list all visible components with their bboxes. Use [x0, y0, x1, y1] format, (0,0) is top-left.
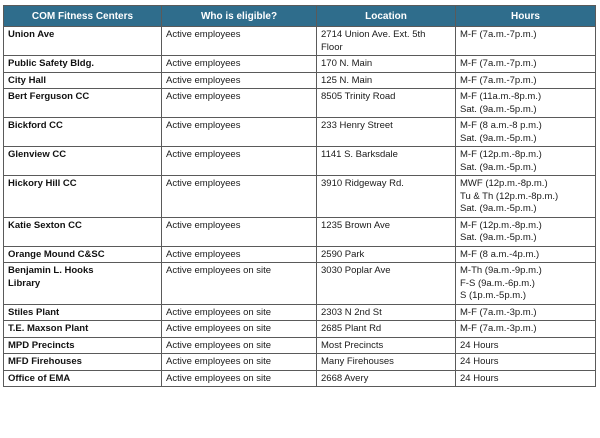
location-cell: 2668 Avery	[317, 370, 456, 387]
eligibility-cell: Active employees	[162, 176, 317, 218]
center-name-cell: Public Safety Bldg.	[4, 56, 162, 73]
center-name-cell: Katie Sexton CC	[4, 217, 162, 246]
header-location: Location	[317, 6, 456, 27]
center-name-cell: City Hall	[4, 72, 162, 89]
table-row	[4, 337, 596, 354]
fitness-centers-table-container	[3, 5, 595, 387]
table-row	[4, 321, 596, 338]
table-row	[4, 304, 596, 321]
eligibility-cell: Active employees	[162, 72, 317, 89]
table-row	[4, 56, 596, 73]
hours-cell: M-F (11a.m.-8p.m.) Sat. (9a.m.-5p.m.)	[456, 89, 596, 118]
table-body	[4, 27, 596, 387]
table-row	[4, 217, 596, 246]
hours-cell: 24 Hours	[456, 354, 596, 371]
hours-cell: M-F (7a.m.-7p.m.)	[456, 27, 596, 56]
eligibility-cell: Active employees	[162, 89, 317, 118]
header-who-is-eligible: Who is eligible?	[162, 6, 317, 27]
location-cell: 3910 Ridgeway Rd.	[317, 176, 456, 218]
eligibility-cell: Active employees	[162, 147, 317, 176]
center-name-cell: Benjamin L. Hooks Library	[4, 263, 162, 305]
center-name-cell: Union Ave	[4, 27, 162, 56]
hours-cell: M-F (8 a.m.-4p.m.)	[456, 246, 596, 263]
table-row	[4, 176, 596, 218]
hours-cell: M-F (8 a.m.-8 p.m.) Sat. (9a.m.-5p.m.)	[456, 118, 596, 147]
table-row	[4, 370, 596, 387]
center-name-cell: Hickory Hill CC	[4, 176, 162, 218]
hours-cell: MWF (12p.m.-8p.m.) Tu & Th (12p.m.-8p.m.) Sat. (9a.m.-5p.m.)	[456, 176, 596, 218]
eligibility-cell: Active employees on site	[162, 321, 317, 338]
eligibility-cell: Active employees on site	[162, 263, 317, 305]
location-cell: 233 Henry Street	[317, 118, 456, 147]
header-hours: Hours	[456, 6, 596, 27]
hours-cell: M-F (7a.m.-7p.m.)	[456, 72, 596, 89]
hours-cell: M-F (12p.m.-8p.m.) Sat. (9a.m.-5p.m.)	[456, 147, 596, 176]
hours-cell: M-F (12p.m.-8p.m.) Sat. (9a.m.-5p.m.)	[456, 217, 596, 246]
location-cell: 1235 Brown Ave	[317, 217, 456, 246]
table-row	[4, 354, 596, 371]
center-name-cell: Stiles Plant	[4, 304, 162, 321]
table-row	[4, 263, 596, 305]
hours-cell: 24 Hours	[456, 370, 596, 387]
table-row	[4, 27, 596, 56]
table-row	[4, 118, 596, 147]
location-cell: Many Firehouses	[317, 354, 456, 371]
header-fitness-centers: COM Fitness Centers	[4, 6, 162, 27]
eligibility-cell: Active employees on site	[162, 304, 317, 321]
location-cell: 2303 N 2nd St	[317, 304, 456, 321]
hours-cell: M-F (7a.m.-3p.m.)	[456, 321, 596, 338]
eligibility-cell: Active employees	[162, 217, 317, 246]
center-name-cell: Bert Ferguson CC	[4, 89, 162, 118]
center-name-cell: T.E. Maxson Plant	[4, 321, 162, 338]
table-row	[4, 147, 596, 176]
center-name-cell: Office of EMA	[4, 370, 162, 387]
location-cell: 2590 Park	[317, 246, 456, 263]
hours-cell: M-F (7a.m.-7p.m.)	[456, 56, 596, 73]
hours-cell: M-Th (9a.m.-9p.m.) F-S (9a.m.-6p.m.) S (1p.m.-5p.m.)	[456, 263, 596, 305]
location-cell: Most Precincts	[317, 337, 456, 354]
location-cell: 1141 S. Barksdale	[317, 147, 456, 176]
center-name-cell: Bickford CC	[4, 118, 162, 147]
center-name-cell: MPD Precincts	[4, 337, 162, 354]
eligibility-cell: Active employees on site	[162, 337, 317, 354]
eligibility-cell: Active employees	[162, 246, 317, 263]
location-cell: 170 N. Main	[317, 56, 456, 73]
table-row	[4, 72, 596, 89]
eligibility-cell: Active employees on site	[162, 370, 317, 387]
table-row	[4, 89, 596, 118]
location-cell: 2685 Plant Rd	[317, 321, 456, 338]
fitness-centers-table	[3, 5, 596, 387]
center-name-cell: MFD Firehouses	[4, 354, 162, 371]
center-name-cell: Orange Mound C&SC	[4, 246, 162, 263]
hours-cell: 24 Hours	[456, 337, 596, 354]
location-cell: 8505 Trinity Road	[317, 89, 456, 118]
table-row	[4, 246, 596, 263]
location-cell: 125 N. Main	[317, 72, 456, 89]
eligibility-cell: Active employees	[162, 56, 317, 73]
eligibility-cell: Active employees on site	[162, 354, 317, 371]
table-header	[4, 6, 596, 27]
location-cell: 3030 Poplar Ave	[317, 263, 456, 305]
header-row	[4, 6, 596, 27]
eligibility-cell: Active employees	[162, 27, 317, 56]
eligibility-cell: Active employees	[162, 118, 317, 147]
center-name-cell: Glenview CC	[4, 147, 162, 176]
hours-cell: M-F (7a.m.-3p.m.)	[456, 304, 596, 321]
location-cell: 2714 Union Ave. Ext. 5th Floor	[317, 27, 456, 56]
